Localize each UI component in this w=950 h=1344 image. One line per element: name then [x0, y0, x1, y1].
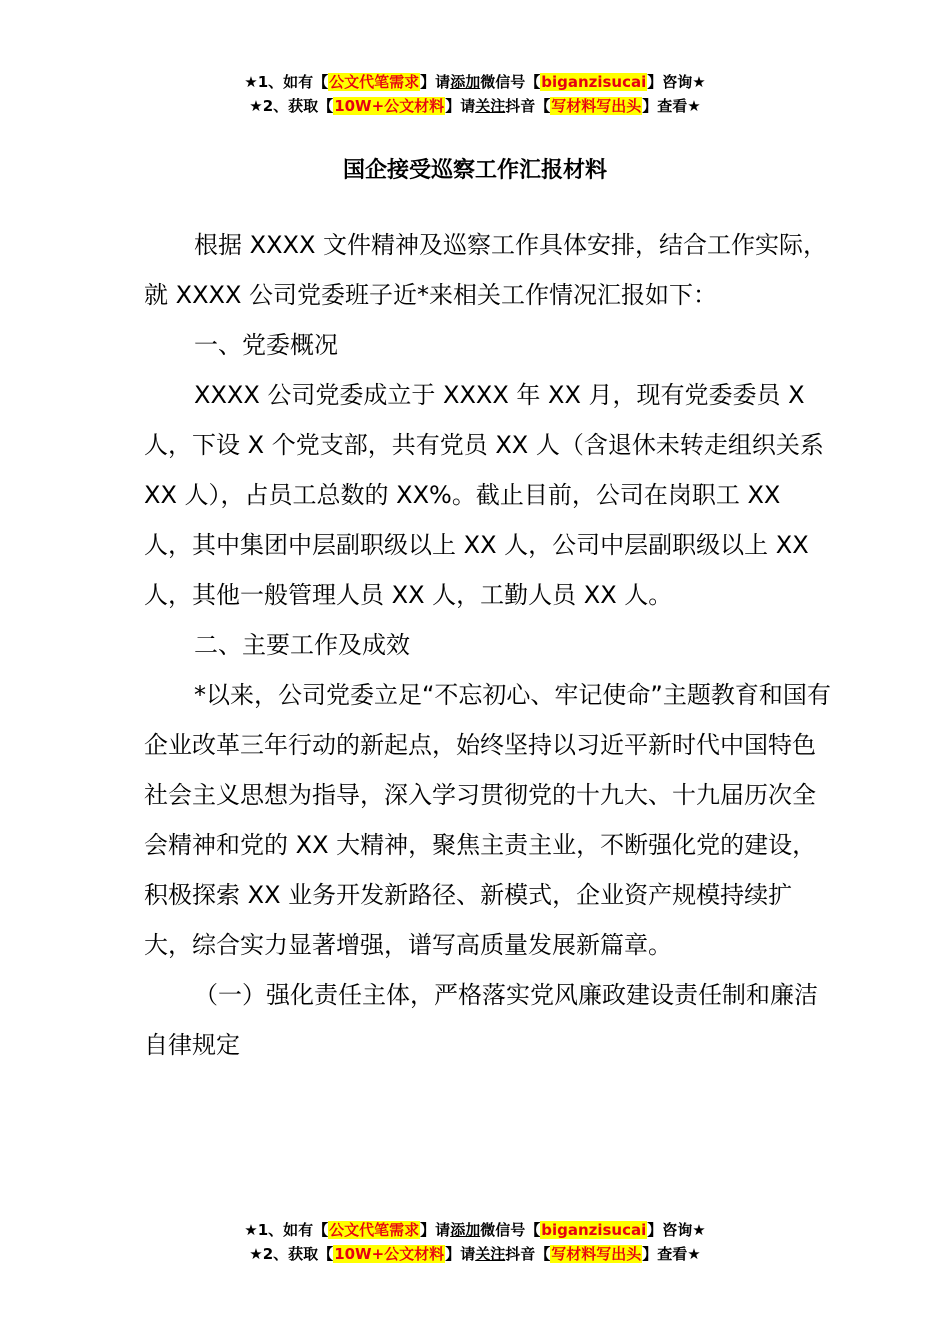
heading-section-1: 一、党委概况: [194, 331, 338, 359]
banner-line-2: ★2、获取【10W+公文材料】请关注抖音【写材料写出头】查看★: [249, 1245, 701, 1263]
highlight-douyin-id: 写材料写出头: [551, 97, 642, 115]
highlight-service: 公文代笔需求: [329, 73, 420, 91]
document-title: 国企接受巡察工作汇报材料: [342, 158, 607, 183]
document-body: [144, 220, 834, 1070]
highlight-materials: 10W+公文材料: [334, 97, 445, 115]
highlight-douyin-id: 写材料写出头: [551, 1245, 642, 1263]
heading-subsection-1: （一）强化责任主体，严格落实党风廉政建设责任制和廉洁自律规定: [144, 981, 818, 1059]
header-banner: [0, 70, 950, 118]
banner-line-1: ★1、如有【公文代笔需求】请添加微信号【biganzisucai】咨询★: [244, 1221, 706, 1239]
paragraph-party-overview: XXXX 公司党委成立于 XXXX 年 XX 月，现有党委委员 X 人，下设 X 个党支部，共有党员 XX 人（含退休未转走组织关系 XX 人），占员工总数的 XX%。截止目前，公司在岗职工 XX 人，其中集团中层副职级以上 XX 人，公司中层副职级以上 XX 人，其他一般管理人员 XX 人，工勤人员 XX 人。: [144, 381, 824, 609]
banner-line-1: ★1、如有【公文代笔需求】请添加微信号【biganzisucai】咨询★: [244, 73, 706, 91]
highlight-materials: 10W+公文材料: [334, 1245, 445, 1263]
highlight-wechat-id: biganzisucai: [541, 73, 647, 91]
banner-line-2: ★2、获取【10W+公文材料】请关注抖音【写材料写出头】查看★: [249, 97, 701, 115]
highlight-service: 公文代笔需求: [329, 1221, 420, 1239]
paragraph-intro: 根据 XXXX 文件精神及巡察工作具体安排，结合工作实际，就 XXXX 公司党委班子近*来相关工作情况汇报如下：: [144, 231, 828, 309]
paragraph-main-work: *以来，公司党委立足“不忘初心、牢记使命”主题教育和国有企业改革三年行动的新起点，始终坚持以习近平新时代中国特色社会主义思想为指导，深入学习贯彻党的十九大、十九届历次全会精神和党的 XX 大精神，聚焦主责主业，不断强化党的建设，积极探索 XX 业务开发新路径、新模式，企业资产规模持续扩大，综合实力显著增强，谱写高质量发展新篇章。: [144, 681, 831, 959]
highlight-wechat-id: biganzisucai: [541, 1221, 647, 1239]
heading-section-2: 二、主要工作及成效: [194, 631, 410, 659]
footer-banner: [0, 1218, 950, 1266]
